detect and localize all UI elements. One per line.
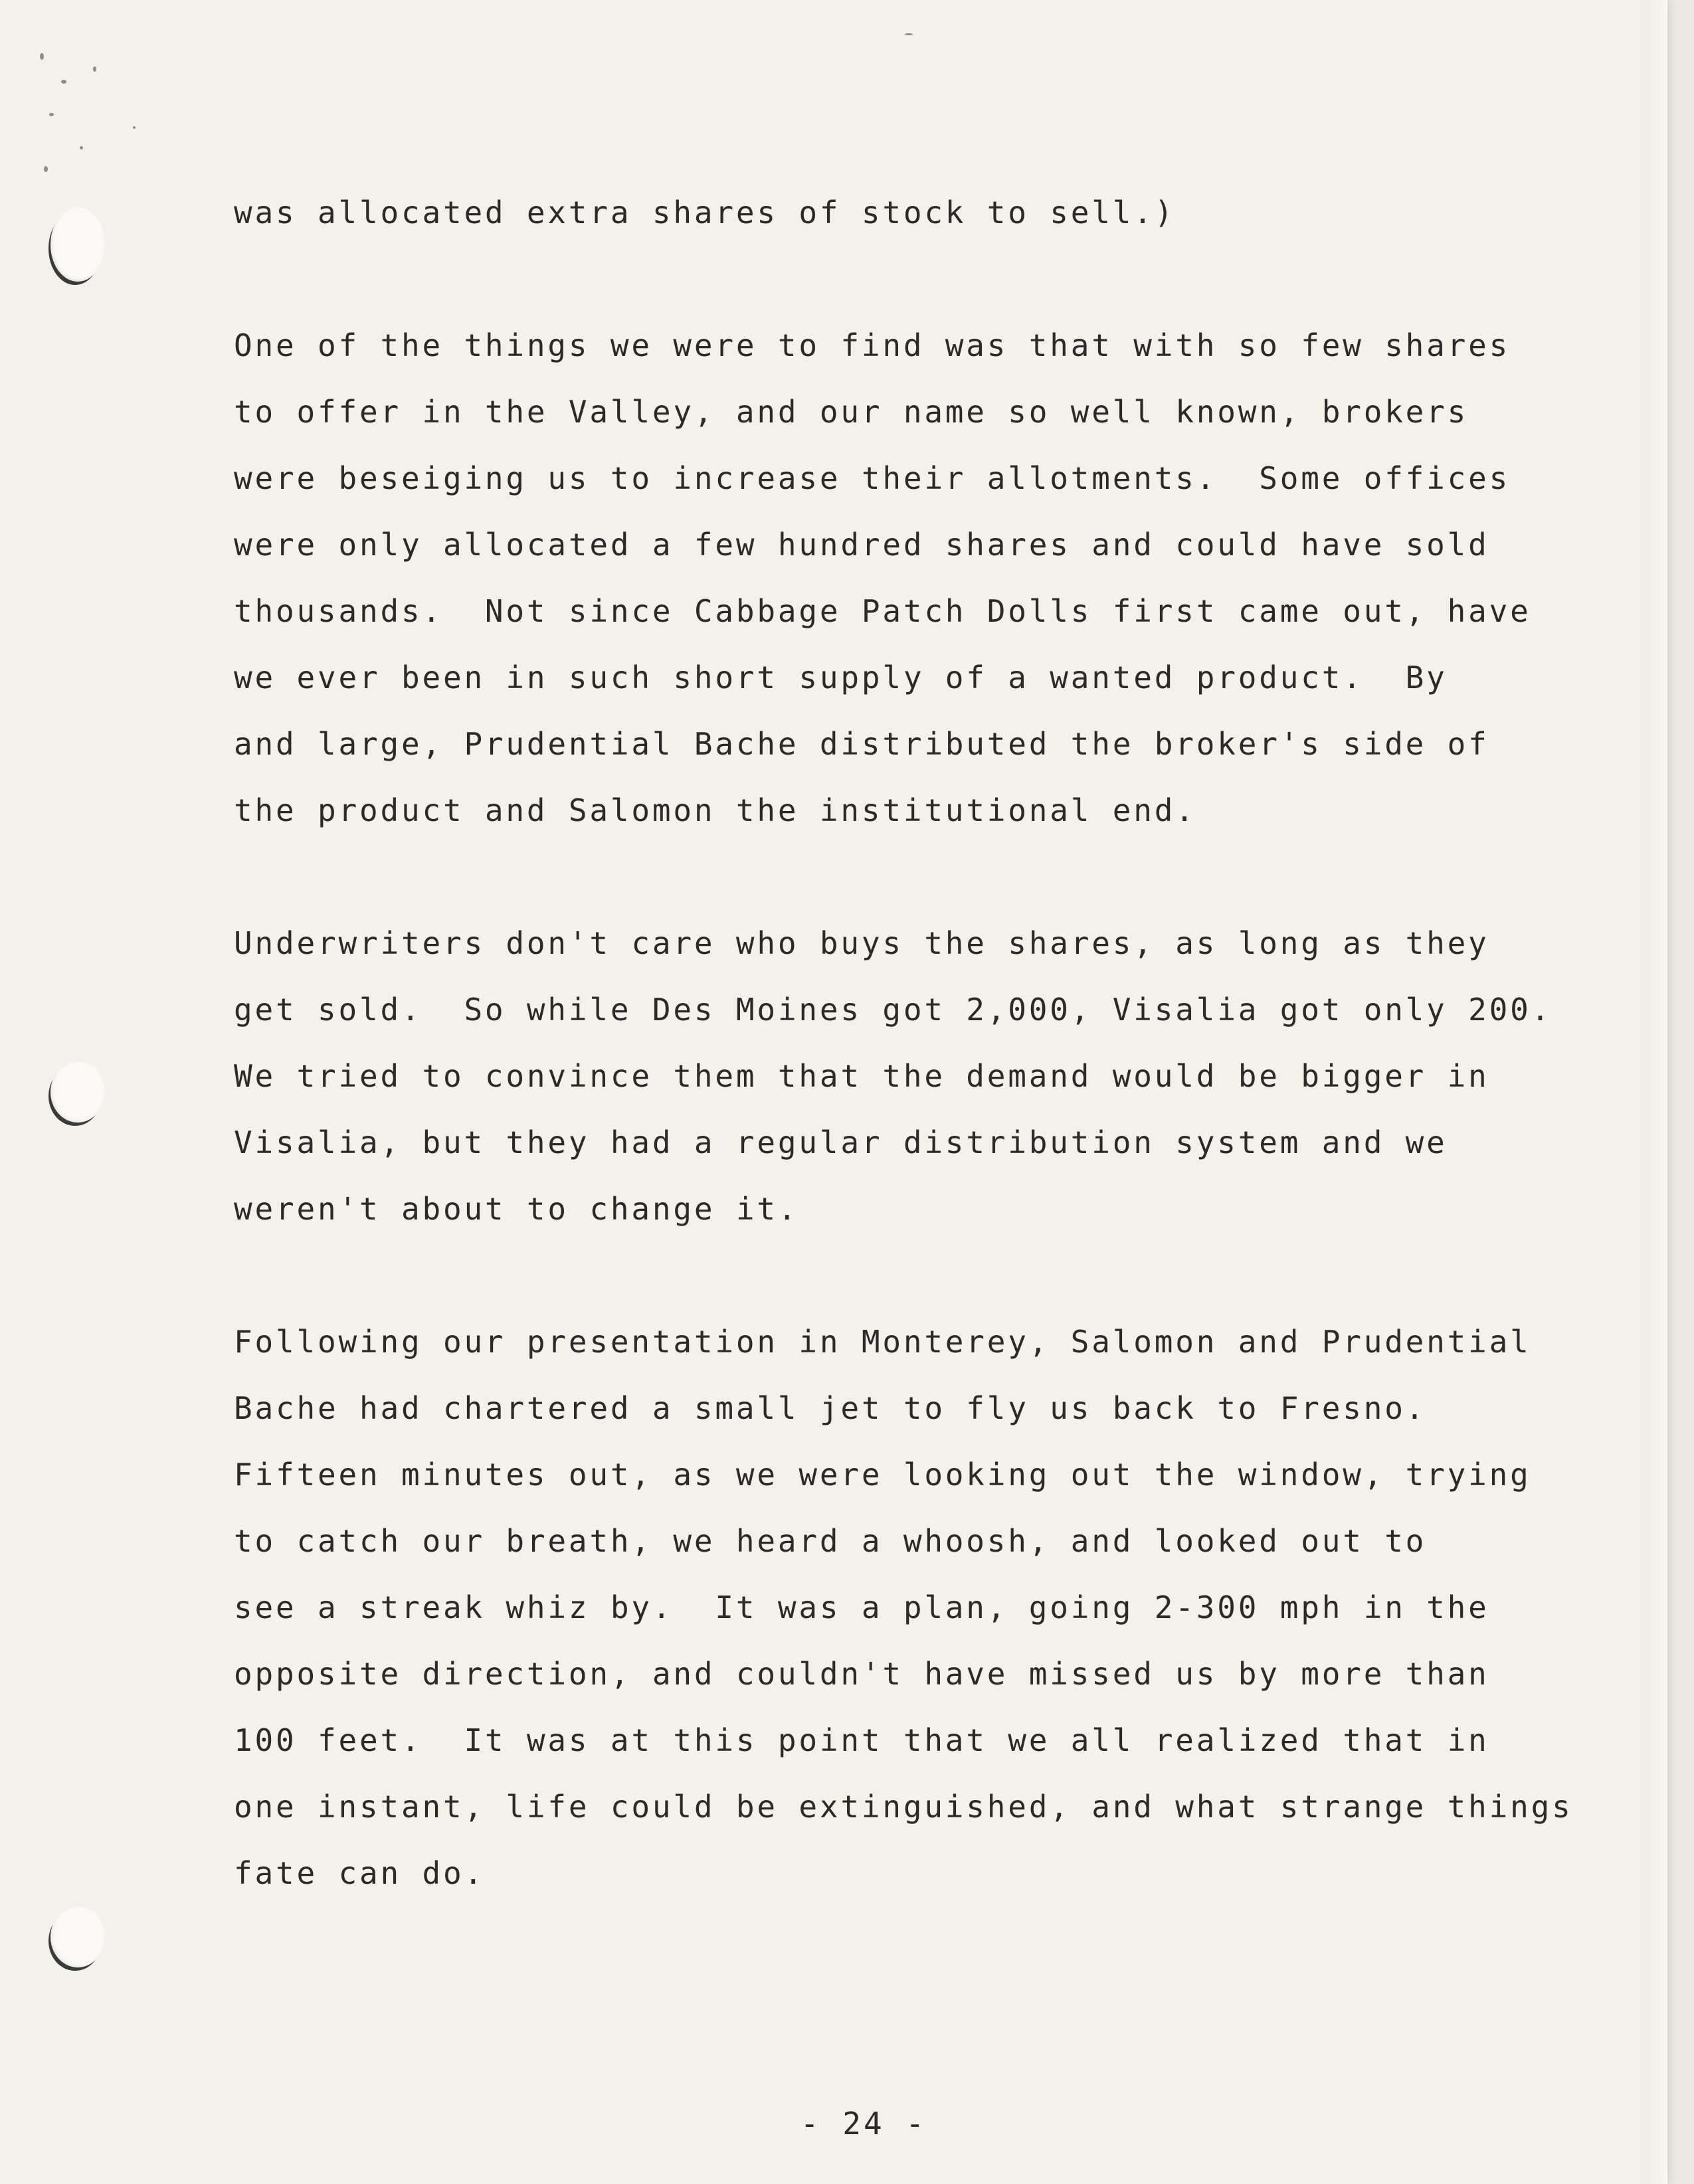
text-line: thousands. Not since Cabbage Patch Dolls first came out, have (234, 593, 1531, 629)
paper-speck (49, 113, 54, 116)
text-line: weren't about to change it. (234, 1191, 799, 1227)
text-line: Following our presentation in Monterey, Salomon and Prudential (234, 1324, 1531, 1360)
text-line: were beseiging us to increase their allotments. Some offices (234, 460, 1511, 496)
text-line: one instant, life could be extinguished, and what strange things (234, 1789, 1573, 1825)
paper-speck (93, 66, 96, 72)
paragraph (234, 1309, 1573, 1906)
text-line: Visalia, but they had a regular distribution system and we (234, 1125, 1448, 1160)
paragraph (234, 910, 1562, 1242)
paper-speck (44, 166, 48, 172)
text-line: was allocated extra shares of stock to sell.) (234, 195, 1176, 230)
body-text (234, 179, 1573, 1906)
paper-speck (905, 33, 913, 35)
text-line: were only allocated a few hundred shares and could have sold (234, 527, 1489, 563)
text-line: Fifteen minutes out, as we were looking out the window, trying (234, 1457, 1531, 1493)
text-line: We tried to convince them that the demand would be bigger in (234, 1058, 1489, 1094)
punch-hole (50, 1906, 105, 1967)
paper-speck (80, 146, 83, 149)
text-line: One of the things we were to find was that with so few shares (234, 327, 1511, 363)
paper-speck (40, 53, 44, 60)
text-line: Underwriters don't care who buys the shares, as long as they (234, 925, 1489, 961)
text-line: to offer in the Valley, and our name so well known, brokers (234, 394, 1469, 430)
text-line: the product and Salomon the institutional end. (234, 792, 1196, 828)
text-line: opposite direction, and couldn't have missed us by more than (234, 1656, 1489, 1692)
text-line: 100 feet. It was at this point that we all realized that in (234, 1722, 1489, 1758)
text-line: and large, Prudential Bache distributed the broker's side of (234, 726, 1489, 762)
paragraph (234, 179, 1562, 246)
text-line: see a streak whiz by. It was a plan, going 2-300 mph in the (234, 1590, 1489, 1625)
page-number: - 24 - (800, 2106, 927, 2141)
paper-speck (133, 126, 136, 129)
text-line: fate can do. (234, 1855, 485, 1891)
page-edge (1641, 0, 1667, 2184)
text-line: Bache had chartered a small jet to fly us back to Fresno. (234, 1390, 1427, 1426)
paragraph (234, 312, 1562, 844)
paper-speck (61, 80, 66, 84)
text-line: get sold. So while Des Moines got 2,000, Visalia got only 200. (234, 992, 1553, 1028)
punch-hole (50, 207, 105, 282)
punch-hole (50, 1061, 105, 1123)
text-line: we ever been in such short supply of a wanted product. By (234, 660, 1448, 695)
text-line: to catch our breath, we heard a whoosh, and looked out to (234, 1523, 1427, 1559)
